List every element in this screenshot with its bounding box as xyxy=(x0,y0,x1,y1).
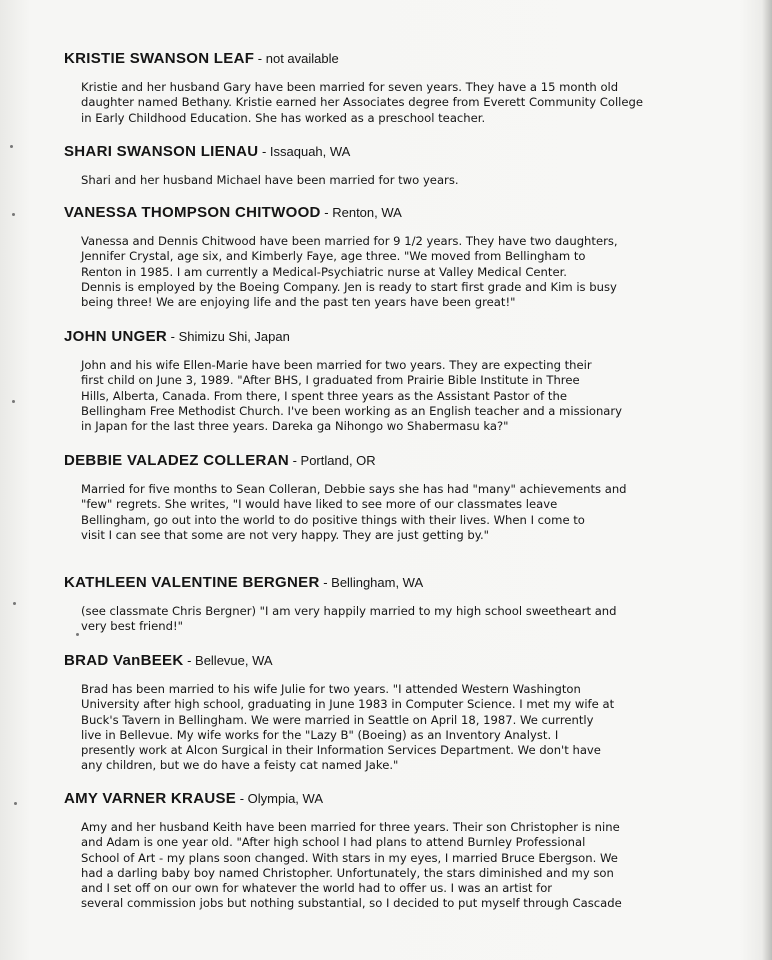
classmate-entry xyxy=(64,328,724,434)
classmate-name: KRISTIE SWANSON LEAF xyxy=(64,50,255,67)
classmate-bio: Amy and her husband Keith have been married for three years. Their son Christopher is nine and Adam is one year old. "After high school I had plans to attend Burnley Professional School of Art - my plans soon changed. With stars in my eyes, I married Bruce Ebergson. We had a darling baby boy named Christopher. Unfortunately, the stars diminished and my son and I set off on our own for whatever the world had to offer us. I was an artist for several commission jobs but nothing substantial, so I decided to put myself through Cascade xyxy=(81,820,622,911)
scan-speck xyxy=(14,802,17,805)
scan-speck xyxy=(12,213,15,216)
classmate-name: DEBBIE VALADEZ COLLERAN xyxy=(64,452,289,469)
classmate-entry xyxy=(64,204,724,310)
page-edge-shadow xyxy=(762,0,772,960)
classmate-heading xyxy=(64,328,724,346)
classmate-location: - Renton, WA xyxy=(320,205,402,220)
classmate-name: JOHN UNGER xyxy=(64,328,168,345)
classmate-location: - Bellevue, WA xyxy=(183,653,273,668)
classmate-heading xyxy=(64,204,724,222)
classmate-heading xyxy=(64,143,724,161)
classmate-bio: Married for five months to Sean Colleran, Debbie says she has had "many" achievements and "few" regrets. She writes, "I would have liked to see more of our classmates leave Bellingham, go out into the world to do positive things with their lives. When I come to visit I can see that some are not very happy. They are just getting by." xyxy=(81,482,627,542)
classmate-entry xyxy=(64,50,724,126)
classmate-bio: Brad has been married to his wife Julie for two years. "I attended Western Washington University after high school, graduating in June 1983 in Computer Science. I met my wife at Buck's Tavern in Bellingham. We were married in Seattle on April 18, 1987. We currently live in Bellevue. My wife works for the "Lazy B" (Boeing) as an Inventory Analyst. I presently work at Alcon Surgical in their Information Services Department. We don't have any children, but we do have a feisty cat named Jake." xyxy=(81,682,615,773)
classmate-heading xyxy=(64,452,724,470)
scan-speck xyxy=(13,602,16,605)
classmate-bio: Vanessa and Dennis Chitwood have been married for 9 1/2 years. They have two daughters, Jennifer Crystal, age six, and Kimberly Faye, age three. "We moved from Bellingham to Renton in 1985. I am currently a Medical-Psychiatric nurse at Valley Medical Center. Dennis is employed by the Boeing Company. Jen is ready to start first grade and Kim is busy being three! We are enjoying life and the past ten years have been great!" xyxy=(81,234,618,310)
classmate-bio: John and his wife Ellen-Marie have been married for two years. They are expecting their first child on June 3, 1989. "After BHS, I graduated from Prairie Bible Institute in Three Hills, Alberta, Canada. From there, I spent three years as the Assistant Pastor of the Bellingham Free Methodist Church. I've been working as an English teacher and a missionary in Japan for the last three years. Dareka ga Nihongo wo Shabermasu ka?" xyxy=(81,358,623,434)
classmate-name: AMY VARNER KRAUSE xyxy=(64,790,237,807)
classmate-bio: Kristie and her husband Gary have been married for seven years. They have a 15 month old daughter named Bethany. Kristie earned her Associates degree from Everett Community College in Early Childhood Education. She has worked as a preschool teacher. xyxy=(81,80,644,125)
scan-speck xyxy=(10,145,13,148)
classmate-location: - Portland, OR xyxy=(288,453,376,468)
classmate-entry xyxy=(64,574,724,635)
classmate-name: KATHLEEN VALENTINE BERGNER xyxy=(64,574,320,591)
classmate-location: - Olympia, WA xyxy=(236,791,323,806)
classmate-location: - not available xyxy=(254,51,339,66)
classmate-name: SHARI SWANSON LIENAU xyxy=(64,143,259,160)
classmate-entry xyxy=(64,143,724,188)
classmate-heading xyxy=(64,652,724,670)
classmate-name: VANESSA THOMPSON CHITWOOD xyxy=(64,204,321,221)
classmate-bio: Shari and her husband Michael have been married for two years. xyxy=(81,173,459,187)
classmate-entry xyxy=(64,652,724,774)
classmate-heading xyxy=(64,574,724,592)
classmate-location: - Bellingham, WA xyxy=(319,575,424,590)
classmate-heading xyxy=(64,790,724,808)
classmate-heading xyxy=(64,50,724,68)
classmate-location: - Shimizu Shi, Japan xyxy=(167,329,290,344)
classmate-entry xyxy=(64,790,724,912)
classmate-bio: (see classmate Chris Bergner) "I am very happily married to my high school sweetheart and very best friend!" xyxy=(81,604,617,634)
classmate-name: BRAD VanBEEK xyxy=(64,652,184,669)
classmate-location: - Issaquah, WA xyxy=(258,144,351,159)
scan-speck xyxy=(12,400,15,403)
classmate-entry xyxy=(64,452,724,543)
